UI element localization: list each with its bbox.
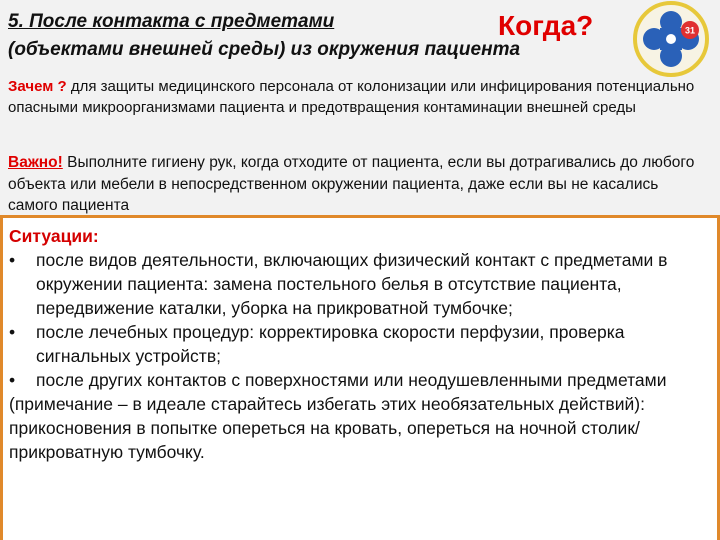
when-label: Когда? <box>498 10 594 41</box>
bullet: • <box>9 370 16 390</box>
why-label: Зачем ? <box>8 78 67 95</box>
important-label: Важно! <box>8 154 63 171</box>
list-item-text: после лечебных процедур: корректировка скорости перфузии, проверка сигнальных устройств; <box>36 322 625 366</box>
situations-box <box>0 215 720 540</box>
title-line-2: (объектами внешней среды) из окружения пациента <box>8 39 521 60</box>
bullet: • <box>9 322 16 342</box>
note-text: (примечание – в идеале старайтесь избегать этих необязательных действий): прикосновения в попытке опереться на кровать, опереться на ночной столик/прикроватную тумбочку. <box>9 394 645 462</box>
important-paragraph <box>8 152 708 214</box>
list-item-text: после видов деятельности, включающих физический контакт с предметами в окружении пациента: замена постельного белья в отсутствие пациента, передвижение каталки, уборка на прикроватной тумбочке; <box>36 250 668 318</box>
list-item <box>9 320 709 368</box>
bullet: • <box>9 250 16 270</box>
clover-logo-icon <box>632 0 710 78</box>
title-line-1: 5. После контакта с предметами <box>8 11 335 32</box>
why-text: для защиты медицинского персонала от колонизации или инфицирования потенциально опасными микроорганизмами пациента и предотвращения контаминации внешней среды <box>8 78 695 116</box>
logo-number: 31 <box>684 25 696 36</box>
list-item <box>9 368 709 392</box>
why-paragraph <box>8 76 698 118</box>
list-item <box>9 248 709 320</box>
situations-title: Ситуации: <box>9 226 99 246</box>
list-item-text: после других контактов с поверхностями или неодушевленными предметами <box>36 370 667 390</box>
important-text: Выполните гигиену рук, когда отходите от пациента, если вы дотрагивались до любого объекта или мебели в непосредственном окружении пациента, даже если вы не касались самого пациента <box>8 154 695 214</box>
